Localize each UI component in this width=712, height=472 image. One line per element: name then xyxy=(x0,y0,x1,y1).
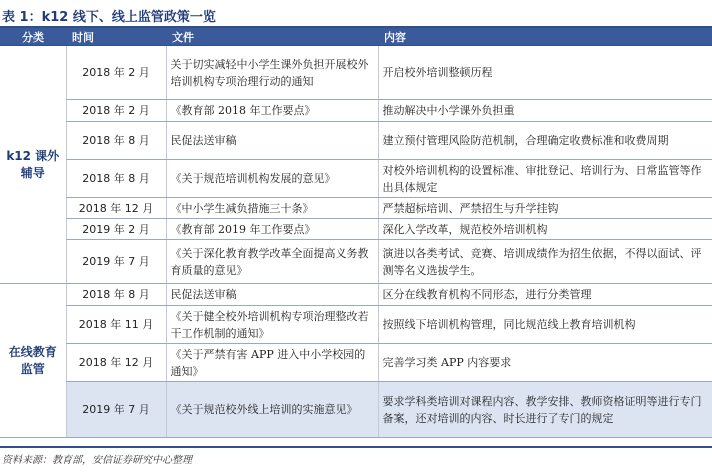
table-row xyxy=(0,160,712,198)
row-date: 2019 年 2 月 xyxy=(66,219,166,240)
table-header-row xyxy=(0,28,712,46)
table-row xyxy=(0,219,712,240)
row-content: 按照线下培训机构管理，同比规范线上教育培训机构 xyxy=(378,306,712,344)
row-document: 《关于严禁有害 APP 进入中小学校园的通知》 xyxy=(166,344,378,382)
row-document: 民促法送审稿 xyxy=(166,122,378,160)
table-row xyxy=(0,100,712,122)
row-document: 民促法送审稿 xyxy=(166,284,378,306)
bottom-rule xyxy=(0,446,712,448)
row-document: 关于切实减轻中小学生课外负担开展校外培训机构专项治理行动的通知 xyxy=(166,46,378,100)
row-content: 演进以各类考试、竞赛、培训成绩作为招生依据，不得以面试、评测等名义选拔学生。 xyxy=(378,240,712,284)
row-content: 要求学科类培训对课程内容、教学安排、教师资格证明等进行专门备案，还对培训的内容、时长进行了专门的规定 xyxy=(378,382,712,438)
table-row xyxy=(0,306,712,344)
header-document: 文件 xyxy=(166,28,378,46)
row-content: 推动解决中小学课外负担重 xyxy=(378,100,712,122)
row-date: 2019 年 7 月 xyxy=(66,382,166,438)
row-date: 2018 年 8 月 xyxy=(66,284,166,306)
row-content: 开启校外培训整顿历程 xyxy=(378,46,712,100)
row-date: 2018 年 8 月 xyxy=(66,122,166,160)
row-date: 2018 年 12 月 xyxy=(66,198,166,219)
row-date: 2018 年 12 月 xyxy=(66,344,166,382)
header-content: 内容 xyxy=(378,28,712,46)
table-row xyxy=(0,122,712,160)
row-content: 完善学习类 APP 内容要求 xyxy=(378,344,712,382)
category-online-education: 在线教育监管 xyxy=(0,284,66,438)
source-note: 资料来源：教育部，安信证券研究中心整理 xyxy=(2,455,192,466)
row-content: 建立预付管理风险防范机制，合理确定收费标准和收费周期 xyxy=(378,122,712,160)
row-document: 《教育部 2019 年工作要点》 xyxy=(166,219,378,240)
row-date: 2018 年 8 月 xyxy=(66,160,166,198)
row-content: 区分在线教育机构不同形态，进行分类管理 xyxy=(378,284,712,306)
table-row xyxy=(0,198,712,219)
row-document: 《关于规范校外线上培训的实施意见》 xyxy=(166,382,378,438)
row-content: 严禁超标培训、严禁招生与升学挂钩 xyxy=(378,198,712,219)
row-content: 深化入学改革，规范校外培训机构 xyxy=(378,219,712,240)
row-date: 2018 年 2 月 xyxy=(66,100,166,122)
row-date: 2019 年 7 月 xyxy=(66,240,166,284)
row-document: 《教育部 2018 年工作要点》 xyxy=(166,100,378,122)
row-document: 《关于规范培训机构发展的意见》 xyxy=(166,160,378,198)
row-date: 2018 年 2 月 xyxy=(66,46,166,100)
policy-table xyxy=(0,28,712,438)
table-title: 表 1：k12 线下、线上监管政策一览 xyxy=(2,10,216,25)
table-row-highlighted xyxy=(0,382,712,438)
header-time: 时间 xyxy=(66,28,166,46)
category-k12: k12 课外辅导 xyxy=(0,46,66,284)
row-document: 《中小学生减负措施三十条》 xyxy=(166,198,378,219)
table-row xyxy=(0,344,712,382)
row-date: 2018 年 11 月 xyxy=(66,306,166,344)
table-row xyxy=(0,240,712,284)
row-document: 《关于健全校外培训机构专项治理整改若干工作机制的通知》 xyxy=(166,306,378,344)
table-row xyxy=(0,46,712,100)
row-document: 《关于深化教育教学改革全面提高义务教育质量的意见》 xyxy=(166,240,378,284)
table-row xyxy=(0,284,712,306)
row-content: 对校外培训机构的设置标准、审批登记、培训行为、日常监管等作出具体规定 xyxy=(378,160,712,198)
header-category: 分类 xyxy=(0,28,66,46)
